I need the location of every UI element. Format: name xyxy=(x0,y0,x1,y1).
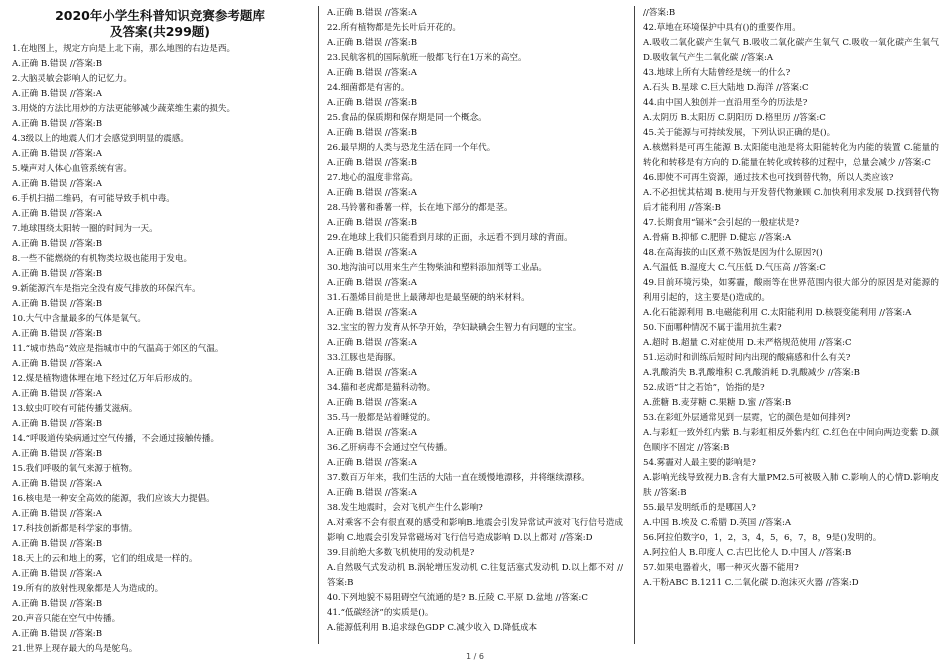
column-1 xyxy=(12,6,308,654)
question-text: 32.宝宝的智力发育从怀孕开始，孕妇缺碘会生智力有问题的宝宝。 xyxy=(327,323,582,333)
column-2 xyxy=(327,6,623,646)
answer-line: A.正确 B.错误 //答案:B xyxy=(327,38,418,48)
answer-line: A.正确 B.错误 //答案:B xyxy=(12,269,103,279)
answer-line: A.正确 B.错误 //答案:B xyxy=(327,98,418,108)
answer-line: A.正确 B.错误 //答案:A xyxy=(12,509,102,519)
answer-line: A.阿拉伯人 B.印度人 C.古巴比伦人 D.中国人 //答案:B xyxy=(643,548,852,558)
question-text: 31.石墨烯目前是世上最薄却也是最坚硬的纳米材料。 xyxy=(327,293,530,303)
question-text: 5.噪声对人体心血管系统有害。 xyxy=(12,164,132,174)
question-text: 49.目前环境污染，如雾霾，酸雨等在世界范围内很大部分的原因是对能源的利用引起的，这主要是()造成的。 xyxy=(643,278,939,303)
column-3 xyxy=(643,6,939,646)
question-text: 22.所有植物都是先长叶后开花的。 xyxy=(327,23,461,33)
answer-line: A.正确 B.错误 //答案:A xyxy=(327,278,417,288)
question-text: 21.世界上现存最大的鸟是鸵鸟。 xyxy=(12,644,138,654)
answer-line: A.正确 B.错误 //答案:B xyxy=(12,599,103,609)
answer-line: A.正确 B.错误 //答案:B xyxy=(327,218,418,228)
answer-line: A.与彩虹一致外红内紫 B.与彩虹相反外紫内红 C.红色在中间向两边变紫 D.颜色顺序不固定 //答案:B xyxy=(643,428,939,453)
answer-line: A.正确 B.错误 //答案:B xyxy=(327,158,418,168)
answer-line: A.太阴历 B.太阳历 C.阴阳历 D.格里历 //答案:C xyxy=(643,113,826,123)
question-text: 38.发生地震时，会对飞机产生什么影响? xyxy=(327,503,483,513)
answer-line: A.乳酸消失 B.乳酸堆积 C.乳酸消耗 D.乳酸减少 //答案:B xyxy=(643,368,860,378)
question-text: 16.核电是一种安全高效的能源，我们应该大力提倡。 xyxy=(12,494,215,504)
question-text: 27.地心的温度非常高。 xyxy=(327,173,419,183)
answer-line: A.正确 B.错误 //答案:A xyxy=(327,398,417,408)
answer-line: A.正确 B.错误 //答案:A xyxy=(12,209,102,219)
answer-line: A.正确 B.错误 //答案:B xyxy=(12,119,103,129)
question-text: 52.成语“甘之若饴”，饴指的是? xyxy=(643,383,765,393)
question-text: 20.声音只能在空气中传播。 xyxy=(12,614,121,624)
question-text: 28.马铃薯和番薯一样，长在地下部分的都是茎。 xyxy=(327,203,513,213)
answer-line: A.正确 B.错误 //答案:B xyxy=(12,299,103,309)
answer-line: A.正确 B.错误 //答案:B xyxy=(12,59,103,69)
question-text: 17.科技创新都是科学家的事情。 xyxy=(12,524,138,534)
answer-line: A.核燃料是可再生能源 B.太阳能电池是将太阳能转化为内能的装置 C.能量的转化和转移是有方向的 D.能量在转化或转移的过程中，总量会减少 //答案:C xyxy=(643,143,939,168)
question-text: 33.江豚也是海豚。 xyxy=(327,353,401,363)
question-text: 36.乙肝病毒不会通过空气传播。 xyxy=(327,443,453,453)
answer-line: A.正确 B.错误 //答案:A xyxy=(12,359,102,369)
question-text: 44.由中国人独创并一直沿用至今的历法是? xyxy=(643,98,808,108)
question-text: 39.目前绝大多数飞机使用的发动机是? xyxy=(327,548,475,558)
question-text: 34.猫和老虎都是猫科动物。 xyxy=(327,383,436,393)
question-text: 47.长期食用“镉米”会引起的一般症状是? xyxy=(643,218,799,228)
question-text: 41.“低碳经济”的实质是()。 xyxy=(327,608,434,618)
answer-line: A.骨痛 B.抑郁 C.肥胖 D.健忘 //答案:A xyxy=(643,233,792,243)
title-line-2: 及答案(共299题) xyxy=(109,24,211,39)
question-text: 54.雾霾对人最主要的影响是? xyxy=(643,458,756,468)
answer-line: A.正确 B.错误 //答案:A xyxy=(327,458,417,468)
question-text: 26.最早期的人类与恐龙生活在同一个年代。 xyxy=(327,143,496,153)
question-text: 30.地沟油可以用来生产生物柴油和塑料添加剂等工业品。 xyxy=(327,263,547,273)
answer-line: A.正确 B.错误 //答案:A xyxy=(327,188,417,198)
question-text: 50.下面哪种情况不属于滥用抗生素? xyxy=(643,323,782,333)
question-text: 4.3级以上的地震人们才会感觉到明显的震感。 xyxy=(12,134,189,144)
question-text: 48.在高海拔的山区煮不熟饭是因为什么原因?() xyxy=(643,248,823,258)
question-text: 19.所有的放射性现象都是人为造成的。 xyxy=(12,584,164,594)
answer-line: //答案:B xyxy=(643,8,676,18)
question-text: 53.在彩虹外层通常见到一层霓，它的颜色是如何排列? xyxy=(643,413,851,423)
question-text: 8.一些不能燃烧的有机物类垃圾也能用于发电。 xyxy=(12,254,193,264)
question-text: 57.如果电器着火，哪一种灭火器不能用? xyxy=(643,563,799,573)
answer-line: A.正确 B.错误 //答案:A xyxy=(327,368,417,378)
answer-line: A.正确 B.错误 //答案:B xyxy=(12,449,103,459)
answer-line: A.正确 B.错误 //答案:A xyxy=(12,179,102,189)
answer-line: A.正确 B.错误 //答案:A xyxy=(327,338,417,348)
answer-line: A.正确 B.错误 //答案:A xyxy=(327,68,417,78)
question-text: 45.关于能源与可持续发展，下列认识正确的是()。 xyxy=(643,128,836,138)
answer-line: A.正确 B.错误 //答案:A xyxy=(12,89,102,99)
question-text: 42.草地在环境保护中具有()的重要作用。 xyxy=(643,23,801,33)
question-text: 23.民航客机的国际航班一般都飞行在1万米的高空。 xyxy=(327,53,527,63)
answer-line: A.不必担忧其枯竭 B.使用与开发替代物兼顾 C.加快利用求发展 D.找到替代物后才能利用 //答案:B xyxy=(643,188,939,213)
answer-line: A.正确 B.错误 //答案:A xyxy=(327,8,417,18)
question-text: 15.我们呼吸的氧气来源于植物。 xyxy=(12,464,138,474)
question-text: 11.“城市热岛”效应是指城市中的气温高于郊区的气温。 xyxy=(12,344,224,354)
answer-line: A.正确 B.错误 //答案:B xyxy=(12,539,103,549)
page-number: 1 / 6 xyxy=(466,652,484,661)
answer-line: A.气温低 B.湿度大 C.气压低 D.气压高 //答案:C xyxy=(643,263,826,273)
answer-line: A.蔗糖 B.麦芽糖 C.果糖 D.蜜 //答案:B xyxy=(643,398,792,408)
question-text: 51.运动时和训练后短时间内出现的酸痛感和什么有关? xyxy=(643,353,851,363)
document-title xyxy=(12,8,308,40)
column-divider-2 xyxy=(634,6,635,644)
title-line-1: 2020年小学生科普知识竞赛参考题库 xyxy=(55,8,265,23)
question-text: 35.马一般都是站着睡觉的。 xyxy=(327,413,436,423)
answer-line: A.自然吸气式发动机 B.涡轮增压发动机 C.往复活塞式发动机 D.以上都不对 //答案:B xyxy=(327,563,623,588)
question-text: 3.用烧的方法比用炒的方法更能够减少蔬菜维生素的损失。 xyxy=(12,104,236,114)
question-text: 2.大脑灵敏会影响人的记忆力。 xyxy=(12,74,132,84)
question-text: 24.细菌都是有害的。 xyxy=(327,83,410,93)
answer-line: A.正确 B.错误 //答案:A xyxy=(12,569,102,579)
answer-line: A.正确 B.错误 //答案:B xyxy=(327,128,418,138)
answer-line: A.超时 B.超量 C.对症使用 D.未严格规范使用 //答案:C xyxy=(643,338,852,348)
answer-line: A.正确 B.错误 //答案:A xyxy=(12,479,102,489)
answer-line: A.正确 B.错误 //答案:A xyxy=(327,248,417,258)
answer-line: A.正确 B.错误 //答案:B xyxy=(12,329,103,339)
column-divider-1 xyxy=(318,6,319,644)
question-text: 46.即使不可再生资源，通过技术也可找到替代物，所以人类应该? xyxy=(643,173,894,183)
answer-line: A.能源低利用 B.追求绿色GDP C.减少收入 D.降低成本 xyxy=(327,623,538,633)
question-text: 6.手机扫描二维码，有可能导致手机中毒。 xyxy=(12,194,175,204)
question-text: 13.蚊虫叮咬有可能传播艾滋病。 xyxy=(12,404,138,414)
answer-line: A.正确 B.错误 //答案:A xyxy=(327,428,417,438)
answer-line: A.中国 B.埃及 C.希腊 D.英国 //答案:A xyxy=(643,518,792,528)
question-text: 56.阿拉伯数字0，1，2，3，4，5，6，7，8，9是()发明的。 xyxy=(643,533,882,543)
answer-line: A.石头 B.星球 C.巨大陆地 D.海洋 //答案:C xyxy=(643,83,809,93)
question-text: 25.食品的保质期和保存期是同一个概念。 xyxy=(327,113,487,123)
answer-line: A.正确 B.错误 //答案:B xyxy=(12,629,103,639)
answer-line: A.干粉ABC B.1211 C.二氧化碳 D.泡沫灭火器 //答案:D xyxy=(643,578,859,588)
question-text: 7.地球围绕太阳转一圈的时间为一天。 xyxy=(12,224,158,234)
answer-line: A.吸收二氧化碳产生氧气 B.吸收二氧化碳产生氧气 C.吸收一氧化碳产生氧气 D.吸收氧气产生二氧化碳 //答案:A xyxy=(643,38,939,63)
answer-line: A.化石能源利用 B.电磁能利用 C.太阳能利用 D.核裂变能利用 //答案:A xyxy=(643,308,912,318)
answer-line: A.正确 B.错误 //答案:A xyxy=(12,149,102,159)
answer-line: A.正确 B.错误 //答案:B xyxy=(12,419,103,429)
question-text: 29.在地球上我们只能看到月球的正面，永远看不到月球的背面。 xyxy=(327,233,573,243)
question-text: 37.数百万年来，我们生活的大陆一直在缓慢地漂移，并将继续漂移。 xyxy=(327,473,590,483)
question-text: 40.下列地貌不易阻碍空气流通的是? B.丘陵 C.平原 D.盆地 //答案:C xyxy=(327,593,588,603)
answer-line: A.影响光线导致视力B.含有大量PM2.5可被吸入肺 C.影响人的心情D.影响皮肤 //答案:B xyxy=(643,473,939,498)
answer-line: A.正确 B.错误 //答案:A xyxy=(327,488,417,498)
question-text: 55.最早发明纸币的是哪国人? xyxy=(643,503,756,513)
question-text: 1.在地图上，规定方向是上北下南，那么地图的右边是西。 xyxy=(12,44,236,54)
question-text: 43.地球上所有大陆曾经是统一的什么? xyxy=(643,68,791,78)
question-text: 18.天上的云和地上的雾，它们的组成是一样的。 xyxy=(12,554,198,564)
answer-line: A.正确 B.错误 //答案:A xyxy=(12,389,102,399)
question-text: 12.煤是植物遗体埋在地下经过亿万年后形成的。 xyxy=(12,374,198,384)
answer-line: A.对乘客不会有很直观的感受和影响B.地震会引发异常试声波对飞行信号造成影响 C.地震会引发异常磁场对飞行信号造成影响 D.以上都对 //答案:D xyxy=(327,518,623,543)
question-text: 10.大气中含量最多的气体是氧气。 xyxy=(12,314,146,324)
question-text: 9.新能源汽车是指完全没有废气排放的环保汽车。 xyxy=(12,284,201,294)
question-text: 14.“呼吸道传染病通过空气传播，不会通过接触传播。 xyxy=(12,434,220,444)
answer-line: A.正确 B.错误 //答案:A xyxy=(327,308,417,318)
answer-line: A.正确 B.错误 //答案:B xyxy=(12,239,103,249)
